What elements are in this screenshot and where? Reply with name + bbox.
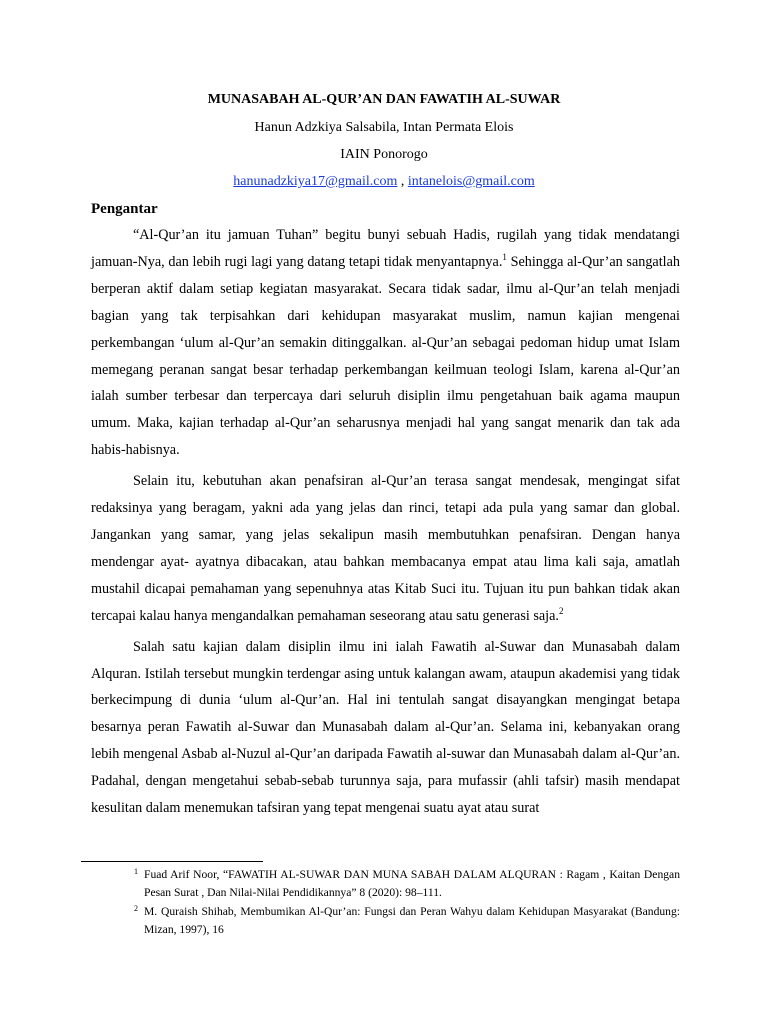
footnote-2 [134, 903, 680, 938]
body-text [91, 222, 680, 826]
paper-title: MUNASABAH AL-QUR’AN DAN FAWATIH AL-SUWAR [207, 92, 561, 107]
section-heading: Pengantar [91, 201, 158, 217]
email-link-1[interactable]: hanunadzkiya17@gmail.com [233, 174, 398, 189]
paragraph-2 [91, 468, 680, 629]
footnote-1-number: 1 [134, 867, 138, 876]
paragraph-1-text-a: “Al-Qur’an itu jamuan Tuhan” begitu bunyi sebuah Hadis, rugilah yang tidak mendatangi jamuan-Nya, dan lebih rugi lagi yang datang tetapi tidak menyantapnya. [91, 227, 680, 270]
footnote-1-text: Fuad Arif Noor, “FAWATIH AL-SUWAR DAN MUNA SABAH DALAM ALQURAN : Ragam , Kaitan Dengan Pesan Surat , Dan Nilai-Nilai Pendidikannya” 8 (2020): 98–111. [144, 868, 680, 899]
footnotes [134, 866, 680, 940]
paper-authors: Hanun Adzkiya Salsabila, Intan Permata Elois [254, 120, 514, 135]
footnote-ref-2: 2 [558, 605, 564, 616]
footnote-2-number: 2 [134, 904, 138, 913]
paper-institution: IAIN Ponorogo [340, 147, 428, 162]
paragraph-3-text: Salah satu kajian dalam disiplin ilmu ini ialah Fawatih al-Suwar dan Munasabah dalam Alquran. Istilah tersebut mungkin terdengar asing untuk kalangan awam, ataupun akademisi yang tidak berkecimpung di dunia ‘ulum al-Qur’an. Hal ini tentulah sangat disayangkan mengingat betapa besarnya peran Fawatih al-Suwar dan Munasabah dalam al-Qur’an. Selama ini, kebanyakan orang lebih mengenal Asbab al-Nuzul al-Qur’an daripada Fawatih al-suwar dan Munasabah dalam al-Qur’an. Padahal, dengan mengetahui sebab-sebab turunnya saja, para mufassir (ahli tafsir) masih mendapat kesulitan dalam menemukan tafsiran yang tepat mengenai suatu ayat atau surat [91, 638, 680, 817]
paragraph-1 [91, 222, 680, 464]
paragraph-2-text: Selain itu, kebutuhan akan penafsiran al-Qur’an terasa sangat mendesak, mengingat sifat redaksinya yang beragam, yakni ada yang jelas dan rinci, tetapi ada pula yang samar dan global. Jangankan yang samar, yang jelas sekalipun masih membutuhkan penafsiran. Dengan hanya mendengar ayat- ayatnya dibacakan, atau bahkan membacanya empat atau lima kali saja, amatlah mustahil dicapai pemahaman yang sepenuhnya atas Kitab Suci itu. Tujuan itu pun bahkan tidak akan tercapai kalau hanya mengandalkan pemahaman seseorang atau satu generasi saja. [91, 473, 680, 624]
paragraph-3 [91, 634, 680, 822]
email-link-2[interactable]: intanelois@gmail.com [407, 174, 535, 189]
footnote-2-text: M. Quraish Shihab, Membumikan Al-Qur’an: Fungsi dan Peran Wahyu dalam Kehidupan Masyarakat (Bandung: Mizan, 1997), 16 [144, 905, 680, 936]
author-emails [0, 174, 768, 190]
footnote-1 [134, 866, 680, 901]
email-separator: , [397, 174, 408, 189]
footnote-divider [81, 861, 263, 862]
paragraph-1-text-b: Sehingga al-Qur’an sangatlah berperan aktif dalam setiap kegiatan masyarakat. Secara tidak sadar, ilmu al-Qur’an telah menjadi bagian yang tak terpisahkan dari kehidupan masyarakat muslim, namun kajian mengenai perkembangan ‘ulum al-Qur’an semakin ditinggalkan. al-Qur’an sebagai pedoman hidup umat Islam memegang peranan sangat besar terhadap perkembangan keilmuan teologi Islam, karena al-Qur’an ialah sumber terbesar dan terpercaya dari seluruh disiplin ilmu pengetahuan baik agama maupun umum. Maka, kajian terhadap al-Qur’an seharusnya menjadi hal yang sangat menarik dan tak ada habis-habisnya. [91, 253, 680, 459]
footnote-ref-1: 1 [502, 251, 507, 262]
